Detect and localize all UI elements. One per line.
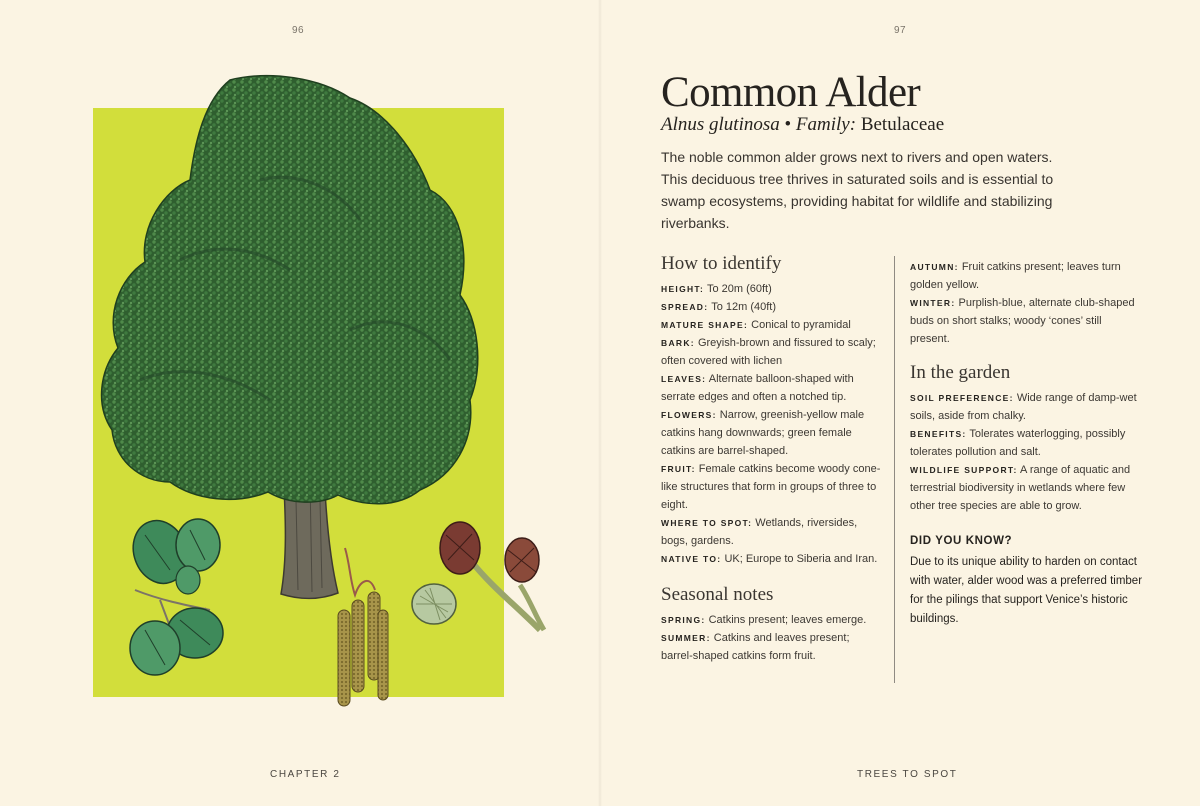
garden-item: WILDLIFE SUPPORT: A range of aquatic and terrestrial biodiversity in wetlands where few other tree species are able to grow. <box>910 464 1131 512</box>
garden-item: BENEFITS: Tolerates waterlogging, possibly tolerates pollution and salt. <box>910 428 1126 458</box>
family-label: Family: <box>795 114 857 135</box>
identify-item: MATURE SHAPE: Conical to pyramidal <box>661 319 851 331</box>
species-subtitle <box>661 114 944 136</box>
column-divider <box>894 256 895 683</box>
woody-cone-icon <box>440 522 544 630</box>
seasonal-item: SUMMER: Catkins and leaves present; barrel-shaped catkins form fruit. <box>661 632 850 662</box>
identify-item: WHERE TO SPOT: Wetlands, riversides, bogs, gardens. <box>661 517 858 547</box>
garden-heading: In the garden <box>910 362 1011 383</box>
seasonal-item: SPRING: Catkins present; leaves emerge. <box>661 614 867 626</box>
latin-name: Alnus glutinosa <box>661 114 780 135</box>
intro-paragraph: The noble common alder grows next to rivers and open waters. This deciduous tree thrives in saturated soils and is essential to swamp ecosystems, providing habitat for wildlife and stabilizing riverbanks. <box>661 149 1054 231</box>
catkin-icon <box>338 548 388 706</box>
identify-item: BARK: Greyish-brown and fissured to scaly; often covered with lichen <box>661 337 876 367</box>
identify-item: FRUIT: Female catkins become woody cone-like structures that form in groups of three to eight. <box>661 463 881 511</box>
section-gap <box>910 348 1144 362</box>
right-column <box>910 258 1144 629</box>
green-cone-icon <box>412 584 456 624</box>
left-page-footer: CHAPTER 2 <box>270 769 341 780</box>
identify-item: HEIGHT: To 20m (60ft) <box>661 283 772 295</box>
family-value: Betulaceae <box>856 114 945 135</box>
identify-heading: How to identify <box>661 253 782 274</box>
page-title: Common Alder <box>661 69 921 116</box>
right-page-footer: TREES TO SPOT <box>857 769 958 780</box>
identify-item: SPREAD: To 12m (40ft) <box>661 301 777 313</box>
seasonal-item: WINTER: Purplish-blue, alternate club-shaped buds on short stalks; woody ‘cones’ still present. <box>910 297 1135 345</box>
identify-item: LEAVES: Alternate balloon-shaped with serrate edges and often a notched tip. <box>661 373 854 403</box>
identify-item: FLOWERS: Narrow, greenish-yellow male catkins hang downwards; green female catkins are barrel-shaped. <box>661 409 865 457</box>
section-gap <box>661 568 881 584</box>
left-page-number: 96 <box>292 25 305 36</box>
did-you-know-text: Due to its unique ability to harden on contact with water, alder wood was a preferred timber for the pilings that support Venice’s historic buildings. <box>910 556 1143 625</box>
garden-item: SOIL PREFERENCE: Wide range of damp-wet soils, aside from chalky. <box>910 392 1137 422</box>
left-column <box>661 253 881 665</box>
subtitle-separator: • <box>779 114 796 135</box>
seasonal-item: AUTUMN: Fruit catkins present; leaves turn golden yellow. <box>910 261 1121 291</box>
identify-item: NATIVE TO: UK; Europe to Siberia and Iran. <box>661 553 878 565</box>
leaf-spray-icon <box>125 513 223 675</box>
did-you-know-heading: DID YOU KNOW? <box>910 535 1013 547</box>
seasonal-heading: Seasonal notes <box>661 584 774 605</box>
right-page-number: 97 <box>894 25 907 36</box>
